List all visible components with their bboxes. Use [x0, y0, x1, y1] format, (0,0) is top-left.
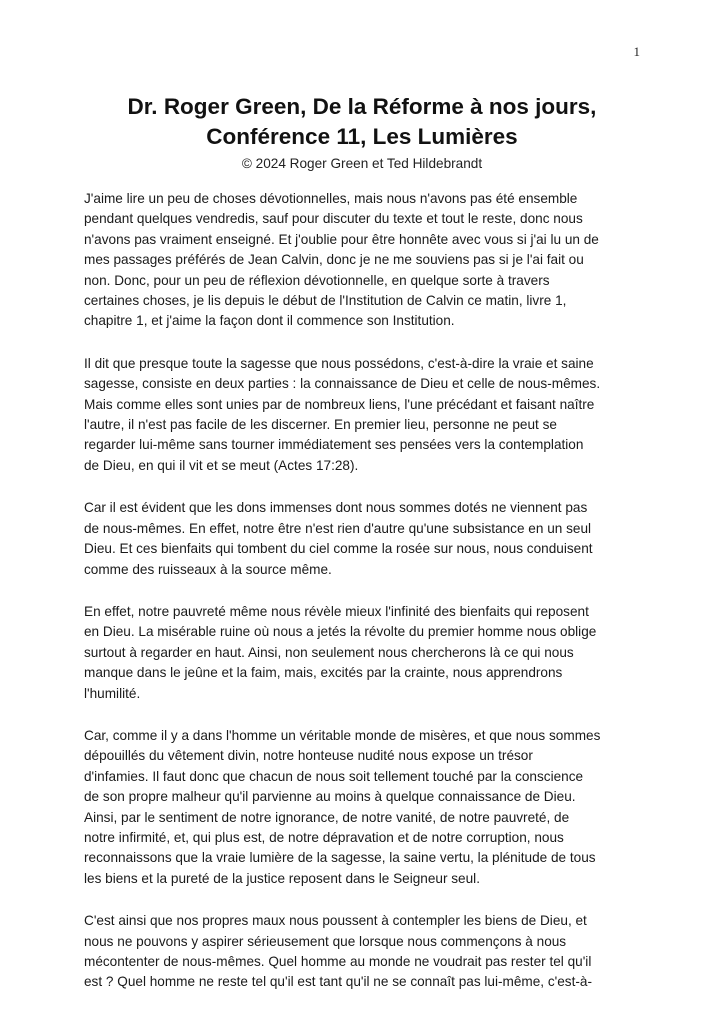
- paragraph: [84, 354, 644, 476]
- paragraph-line: certaines choses, je lis depuis le début de l'Institution de Calvin ce matin, livre 1,: [84, 293, 567, 309]
- paragraph-line: regarder lui-même sans tourner immédiatement ses pensées vers la contemplation: [84, 437, 584, 453]
- paragraph-line: les biens et la pureté de la justice reposent dans le Seigneur seul.: [84, 870, 480, 886]
- paragraph-line: de son propre malheur qu'il parvienne au moins à quelque connaissance de Dieu.: [84, 789, 576, 805]
- page-number: 1: [633, 44, 640, 59]
- copyright-notice: © 2024 Roger Green et Ted Hildebrandt: [241, 156, 483, 171]
- paragraph-line: de Dieu, en qui il vit et se meut (Actes 17:28).: [84, 457, 359, 473]
- paragraph-line: Car il est évident que les dons immenses dont nous sommes dotés ne viennent pas: [84, 500, 588, 516]
- paragraph-line: Car, comme il y a dans l'homme un véritable monde de misères, et que nous sommes: [84, 727, 601, 743]
- paragraph-line: reconnaissons que la vraie lumière de la sagesse, la saine vertu, la plénitude de tous: [84, 850, 596, 866]
- paragraph-line: de nous-mêmes. En effet, notre être n'est rien d'autre qu'une subsistance en un seul: [84, 520, 592, 536]
- document-header: [84, 92, 640, 174]
- paragraph-line: C'est ainsi que nos propres maux nous poussent à contempler les biens de Dieu, et: [84, 913, 587, 929]
- paragraph-line: mes passages préférés de Jean Calvin, donc je ne me souviens pas si je l'ai fait ou: [84, 252, 584, 268]
- title-line-2: Conférence 11, Les Lumières: [206, 124, 518, 149]
- document-body: [84, 189, 644, 1015]
- paragraph-line: dépouillés du vêtement divin, notre honteuse nudité nous expose un trésor: [84, 748, 533, 764]
- document-title: [84, 92, 640, 152]
- paragraph: [84, 498, 644, 580]
- paragraph-line: n'avons pas vraiment enseigné. Et j'oublie pour être honnête avec vous si j'ai lu un de: [84, 231, 599, 247]
- paragraph: [84, 602, 644, 704]
- paragraph-line: Mais comme elles sont unies par de nombreux liens, l'une précédant et faisant naître: [84, 396, 595, 412]
- paragraph-line: Il dit que presque toute la sagesse que nous possédons, c'est-à-dire la vraie et saine: [84, 355, 594, 371]
- paragraph-line: Dieu. Et ces bienfaits qui tombent du ciel comme la rosée sur nous, nous conduisent: [84, 541, 593, 557]
- paragraph-line: non. Donc, pour un peu de réflexion dévotionnelle, en quelque sorte à travers: [84, 272, 550, 288]
- paragraph: [84, 189, 644, 332]
- paragraph-line: l'humilité.: [84, 685, 141, 701]
- paragraph-line: surtout à regarder en haut. Ainsi, non seulement nous chercherons là ce qui nous: [84, 644, 574, 660]
- paragraph-line: manque dans le jeûne et la faim, mais, excités par la crainte, nous apprendrons: [84, 665, 563, 681]
- paragraph-line: notre infirmité, et, qui plus est, de notre dépravation et de notre corruption, nous: [84, 829, 564, 845]
- paragraph: [84, 911, 644, 993]
- paragraph-line: d'infamies. Il faut donc que chacun de nous soit tellement touché par la conscience: [84, 768, 584, 784]
- paragraph-line: sagesse, consiste en deux parties : la connaissance de Dieu et celle de nous-mêmes.: [84, 376, 601, 392]
- paragraph-line: est ? Quel homme ne reste tel qu'il est tant qu'il ne se connaît pas lui-même, c'est-à-: [84, 974, 592, 990]
- paragraph-line: Ainsi, par le sentiment de notre ignorance, de notre vanité, de notre pauvreté, de: [84, 809, 570, 825]
- paragraph: [84, 726, 644, 889]
- title-line-1: Dr. Roger Green, De la Réforme à nos jours,: [127, 94, 597, 119]
- paragraph-line: En effet, notre pauvreté même nous révèle mieux l'infinité des bienfaits qui reposent: [84, 603, 589, 619]
- paragraph-line: chapitre 1, et j'aime la façon dont il commence son Institution.: [84, 313, 455, 329]
- paragraph-line: comme des ruisseaux à la source même.: [84, 561, 332, 577]
- paragraph-line: nous ne pouvons y aspirer sérieusement que lorsque nous commençons à nous: [84, 933, 567, 949]
- paragraph-line: mécontenter de nous-mêmes. Quel homme au monde ne voudrait pas rester tel qu'il: [84, 954, 592, 969]
- paragraph-line: en Dieu. La misérable ruine où nous a jetés la révolte du premier homme nous oblige: [84, 624, 597, 640]
- paragraph-line: J'aime lire un peu de choses dévotionnelles, mais nous n'avons pas été ensemble: [84, 191, 578, 206]
- paragraph-line: pendant quelques vendredis, sauf pour discuter du texte et tout le reste, donc nous: [84, 211, 583, 227]
- paragraph-line: l'autre, il n'est pas facile de les discerner. En premier lieu, personne ne peut se: [84, 417, 557, 433]
